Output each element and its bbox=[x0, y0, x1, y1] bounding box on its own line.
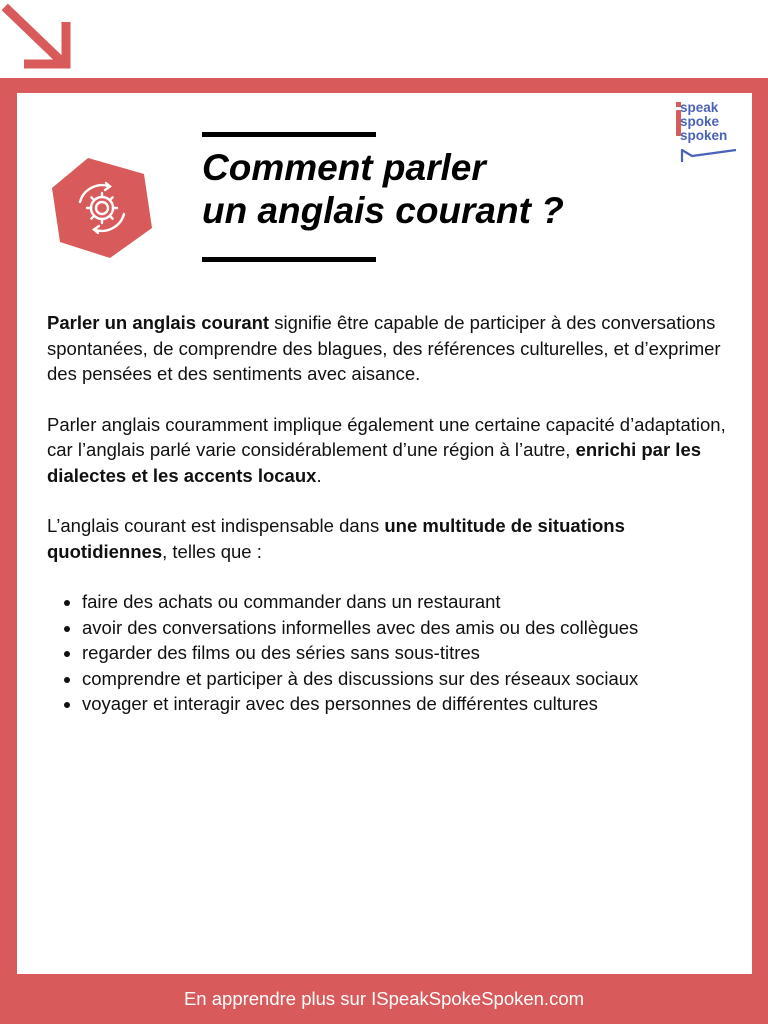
paragraph-3-bold: une multitude de situations quotidiennes bbox=[47, 515, 625, 562]
list-item: • avoir des conversations informelles avec des amis ou des collègues bbox=[82, 615, 727, 641]
logo-line-speak: speak bbox=[680, 100, 719, 115]
article-body bbox=[47, 310, 727, 717]
situations-list bbox=[47, 589, 727, 717]
paragraph-3-text: L’anglais courant est indispensable dans bbox=[47, 515, 385, 536]
list-item: • faire des achats ou commander dans un restaurant bbox=[82, 589, 727, 615]
title-line-1: Comment parler bbox=[202, 147, 486, 188]
paragraph-3-end: , telles que : bbox=[162, 540, 262, 562]
footer-link[interactable]: En apprendre plus sur ISpeakSpokeSpoken.com bbox=[183, 988, 585, 1009]
paragraph-1-bold: Parler un anglais courant bbox=[47, 312, 270, 333]
logo-line-spoke: spoke bbox=[680, 114, 720, 129]
paragraph-3 bbox=[47, 513, 727, 564]
paragraph-1 bbox=[47, 310, 727, 387]
page-title bbox=[202, 146, 672, 232]
paragraph-2-bold: enrichi par les dialectes et les accents locaux bbox=[47, 439, 702, 486]
list-item: • comprendre et participer à des discussions sur des réseaux sociaux bbox=[82, 666, 727, 692]
paragraph-2 bbox=[47, 412, 727, 489]
gear-refresh-icon bbox=[52, 156, 152, 260]
list-item: • regarder des films ou des séries sans sous-titres bbox=[82, 640, 727, 666]
title-top-rule bbox=[202, 132, 376, 137]
paragraph-2-end: . bbox=[316, 464, 322, 486]
arrow-down-right-icon bbox=[0, 0, 80, 72]
paragraph-2-text: Parler anglais couramment implique également une certaine capacité d’adaptation, car l’anglais parlé varie considérablement d’une région à l’autre, bbox=[47, 413, 726, 460]
paragraph-1-text: signifie être capable de participer à des conversations spontanées, de comprendre des blagues, des références culturelles, et d’exprimer des pensées et des sentiments avec aisance. bbox=[47, 312, 721, 384]
logo-line-spoken: spoken bbox=[680, 128, 728, 143]
title-bottom-rule bbox=[202, 257, 376, 262]
logo-text bbox=[680, 101, 727, 143]
title-line-2: un anglais courant ? bbox=[202, 190, 564, 231]
list-item: • voyager et interagir avec des personnes de différentes cultures bbox=[82, 691, 727, 717]
